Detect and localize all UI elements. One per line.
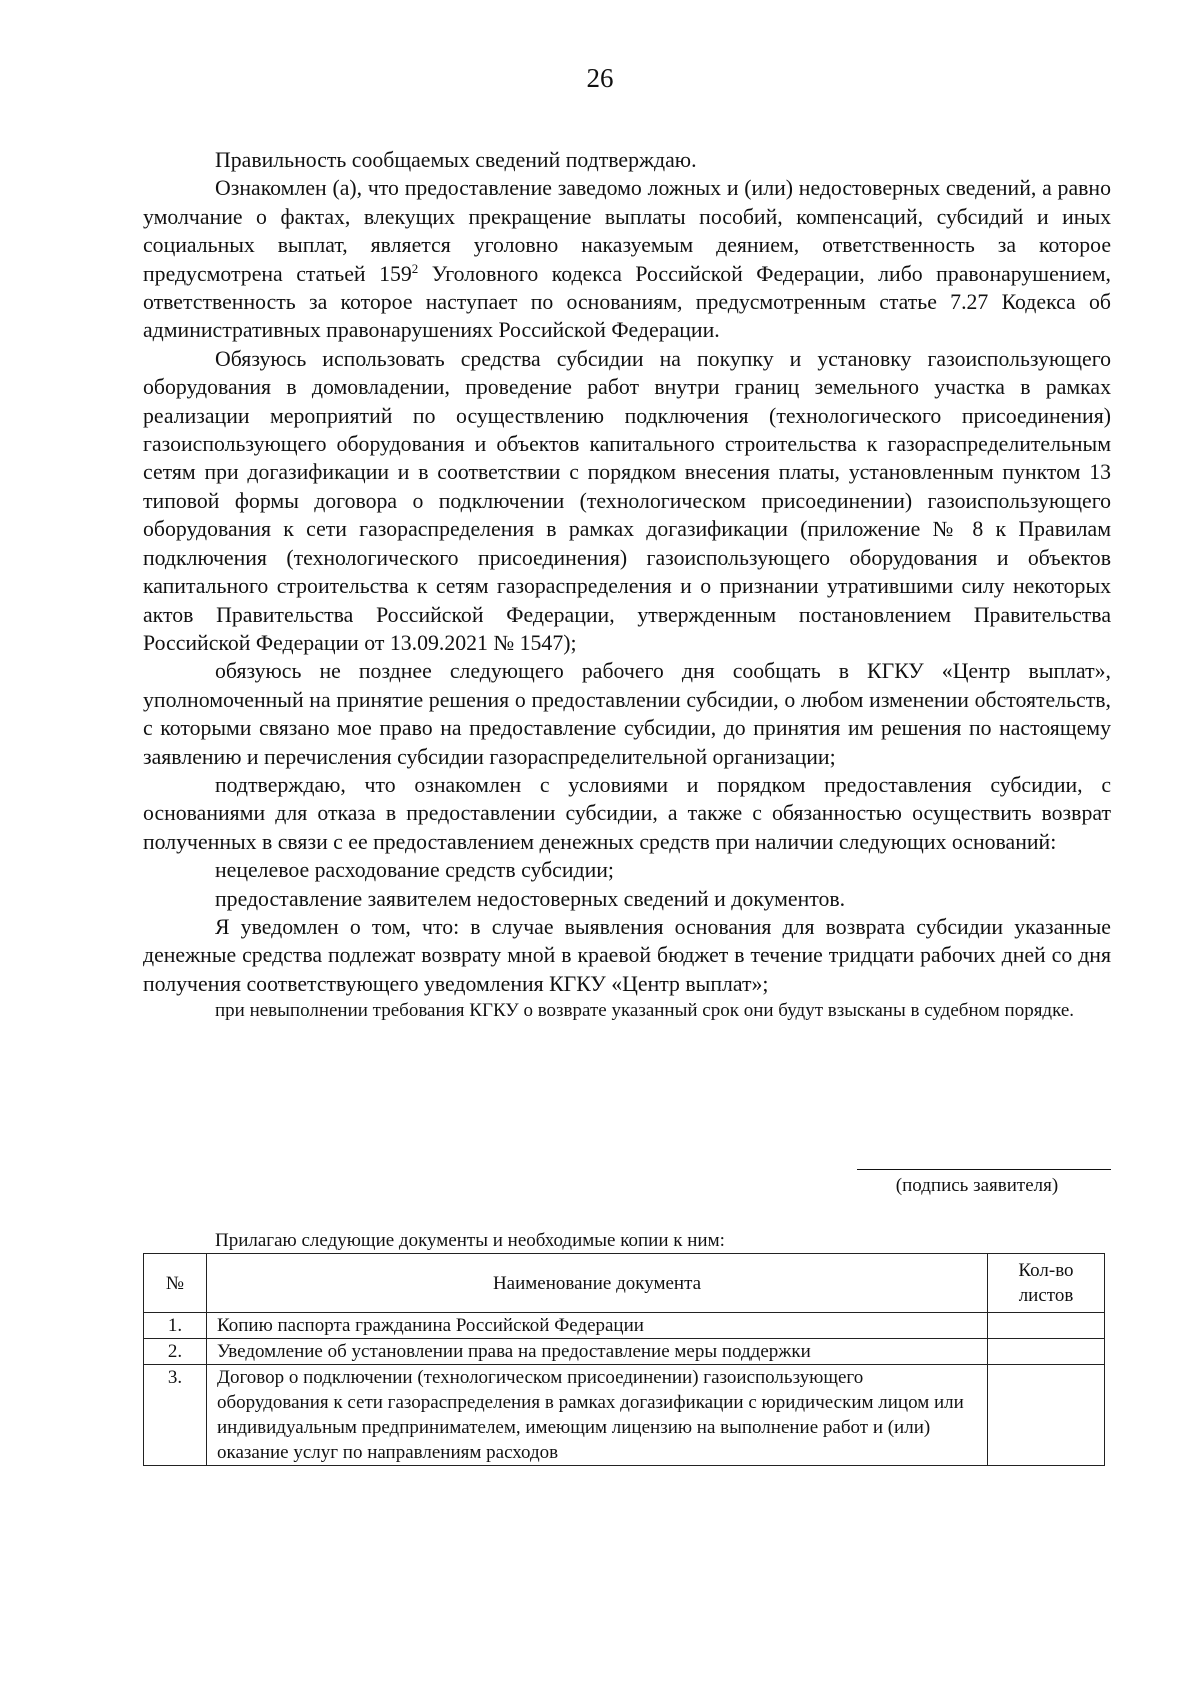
article-superscript: 2 bbox=[411, 260, 419, 276]
table-row bbox=[144, 1313, 1105, 1339]
header-document-name: Наименование документа bbox=[207, 1254, 988, 1313]
signature-caption: (подпись заявителя) bbox=[895, 1175, 1059, 1196]
table-row bbox=[144, 1339, 1105, 1365]
paragraph-acknowledgement: подтверждаю, что ознакомлен с условиями и порядком предоставления субсидии, с основаниями для отказа в предоставлении субсидии, а также с обязанностью осуществить возврат полученных в связи с ее предоставлением денежных средств при наличии следующих оснований: bbox=[143, 772, 1111, 854]
table-header-row bbox=[144, 1254, 1105, 1313]
table-row bbox=[144, 1365, 1105, 1466]
paragraph-obligation-notify: обязуюсь не позднее следующего рабочего дня сообщать в КГКУ «Центр выплат», уполномоченный на принятие решения о предоставлении субсидии, о любом изменении обстоятельств, с которыми связано мое право на предоставление субсидии, до принятия им решения по настоящему заявлению и перечисления субсидии газораспределительной организации; bbox=[143, 659, 1111, 769]
row-sheet-count bbox=[988, 1365, 1105, 1466]
row-number: 3. bbox=[144, 1365, 207, 1466]
body-text bbox=[143, 146, 1111, 1024]
liability-text-part1: Ознакомлен (а), что предоставление заведомо ложных и (или) недостоверных сведений, а равно умолчание о фактах, влекущих прекращение выплаты пособий, компенсаций, субсидий и иных социальных выплат, является уголовно наказуемым деянием, ответственность за которое предусмотрена статьей 159 bbox=[143, 176, 1111, 286]
header-number: № bbox=[144, 1254, 207, 1313]
attachments-intro: Прилагаю следующие документы и необходимые копии к ним: bbox=[215, 1230, 725, 1251]
row-sheet-count bbox=[988, 1339, 1105, 1365]
paragraph-confirmation: Правильность сообщаемых сведений подтверждаю. bbox=[215, 148, 697, 172]
row-document-name: Уведомление об установлении права на предоставление меры поддержки bbox=[207, 1339, 988, 1365]
page-number: 26 bbox=[586, 63, 614, 93]
attachments-table bbox=[143, 1253, 1105, 1466]
row-number: 1. bbox=[144, 1313, 207, 1339]
paragraph-ground-2: предоставление заявителем недостоверных сведений и документов. bbox=[215, 886, 846, 911]
paragraph-ground-1: нецелевое расходование средств субсидии; bbox=[215, 858, 614, 883]
row-document-name: Копию паспорта гражданина Российской Федерации bbox=[207, 1313, 988, 1339]
row-number: 2. bbox=[144, 1339, 207, 1365]
paragraph-court-recovery: при невыполнении требования КГКУ о возврате указанный срок они будут взысканы в судебном порядке. bbox=[215, 1000, 1075, 1022]
row-document-name: Договор о подключении (технологическом присоединении) газоиспользующего оборудования к сети газораспределения в рамках догазификации с юридическим лицом или индивидуальным предпринимателем, имеющим лицензию на выполнение работ и (или) оказание услуг по направлениям расходов bbox=[207, 1365, 988, 1466]
paragraph-obligation-use: Обязуюсь использовать средства субсидии на покупку и установку газоиспользующего оборудования в домовладении, проведение работ внутри границ земельного участка в рамках реализации мероприятий по осуществлению подключения (технологического присоединения) газоиспользующего оборудования и объектов капитального строительства к газораспределительным сетям при догазификации и в соответствии с порядком внесения платы, установленным пунктом 13 типовой формы договора о подключении (технологическом присоединении) газоиспользующего оборудования к сети газораспределения в рамках догазификации (приложение № 8 к Правилам подключения (технологического присоединения) газоиспользующего оборудования и объектов капитального строительства к сетям газораспределения и о признании утратившими силу некоторых актов Правительства Российской Федерации, утвержденным постановлением Правительства Российской Федерации от 13.09.2021 № 1547); bbox=[143, 346, 1111, 655]
row-sheet-count bbox=[988, 1313, 1105, 1339]
header-sheet-count: Кол-во листов bbox=[988, 1254, 1105, 1313]
paragraph-liability bbox=[143, 174, 1111, 344]
liability-text-part2: Уголовного кодекса Российской Федерации, либо правонарушением, ответственность за которое наступает по основаниям, предусмотренным статье 7.27 Кодекса об административных правонарушениях Российской Федерации. bbox=[143, 261, 1112, 343]
signature-line bbox=[857, 1169, 1111, 1170]
paragraph-refund-notice: Я уведомлен о том, что: в случае выявления основания для возврата субсидии указанные денежные средства подлежат возврату мной в краевой бюджет в течение тридцати рабочих дней со дня получения соответствующего уведомления КГКУ «Центр выплат»; bbox=[143, 914, 1111, 996]
